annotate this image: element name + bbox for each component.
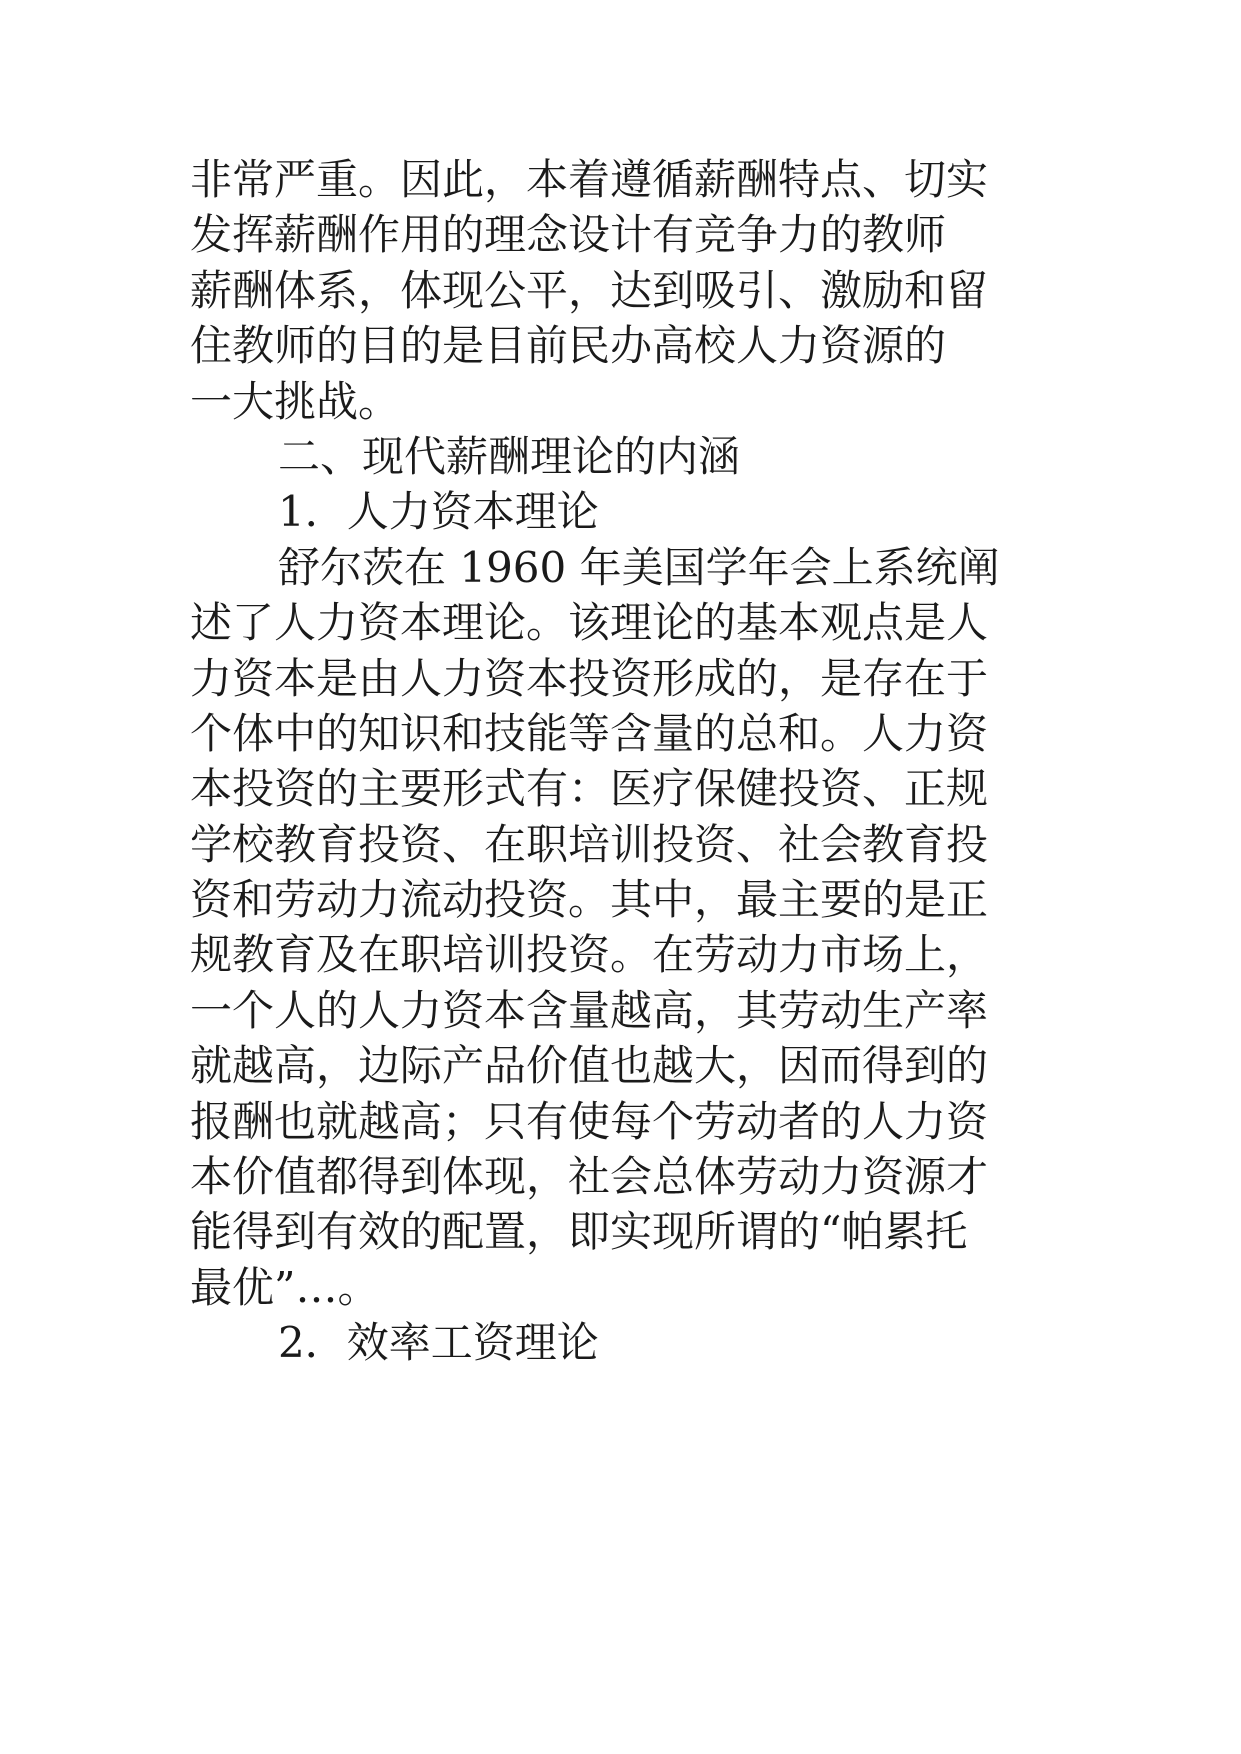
subsection-heading: 2．效率工资理论 (278, 1318, 599, 1368)
text-line: 能得到有效的配置，即实现所谓的“帕累托 (190, 1207, 968, 1257)
text-line: 住教师的目的是目前民办高校人力资源的 (190, 321, 947, 371)
text-line: 个体中的知识和技能等含量的总和。人力资 (190, 708, 989, 758)
section-heading: 二、现代薪酬理论的内涵 (278, 431, 741, 481)
paragraph-first-line: 舒尔茨在 1960 年美国学年会上系统阐 (278, 542, 1000, 592)
text-line: 薪酬体系，体现公平，达到吸引、激励和留 (190, 265, 989, 315)
text-line: 发挥薪酬作用的理念设计有竞争力的教师 (190, 210, 947, 260)
text-line: 资和劳动力流动投资。其中，最主要的是正 (190, 875, 989, 925)
text-line: 学校教育投资、在职培训投资、社会教育投 (190, 819, 989, 869)
text-line: 报酬也就越高；只有使每个劳动者的人力资 (190, 1096, 989, 1146)
text-line: 力资本是由人力资本投资形成的，是存在于 (190, 653, 989, 703)
text-line: 规教育及在职培训投资。在劳动力市场上， (190, 930, 989, 980)
text-line: 本投资的主要形式有：医疗保健投资、正规 (190, 764, 989, 814)
text-line: 述了人力资本理论。该理论的基本观点是人 (190, 598, 989, 648)
text-line: 本价值都得到体现，社会总体劳动力资源才 (190, 1152, 989, 1202)
text-line: 最优”…。 (190, 1262, 380, 1312)
body-text (190, 152, 1070, 1371)
text-line: 一大挑战。 (190, 376, 401, 426)
text-line: 非常严重。因此，本着遵循薪酬特点、切实 (190, 155, 989, 204)
text-line: 一个人的人力资本含量越高，其劳动生产率 (190, 985, 989, 1035)
subsection-heading: 1．人力资本理论 (278, 487, 599, 537)
text-line: 就越高，边际产品价值也越大，因而得到的 (190, 1041, 989, 1091)
